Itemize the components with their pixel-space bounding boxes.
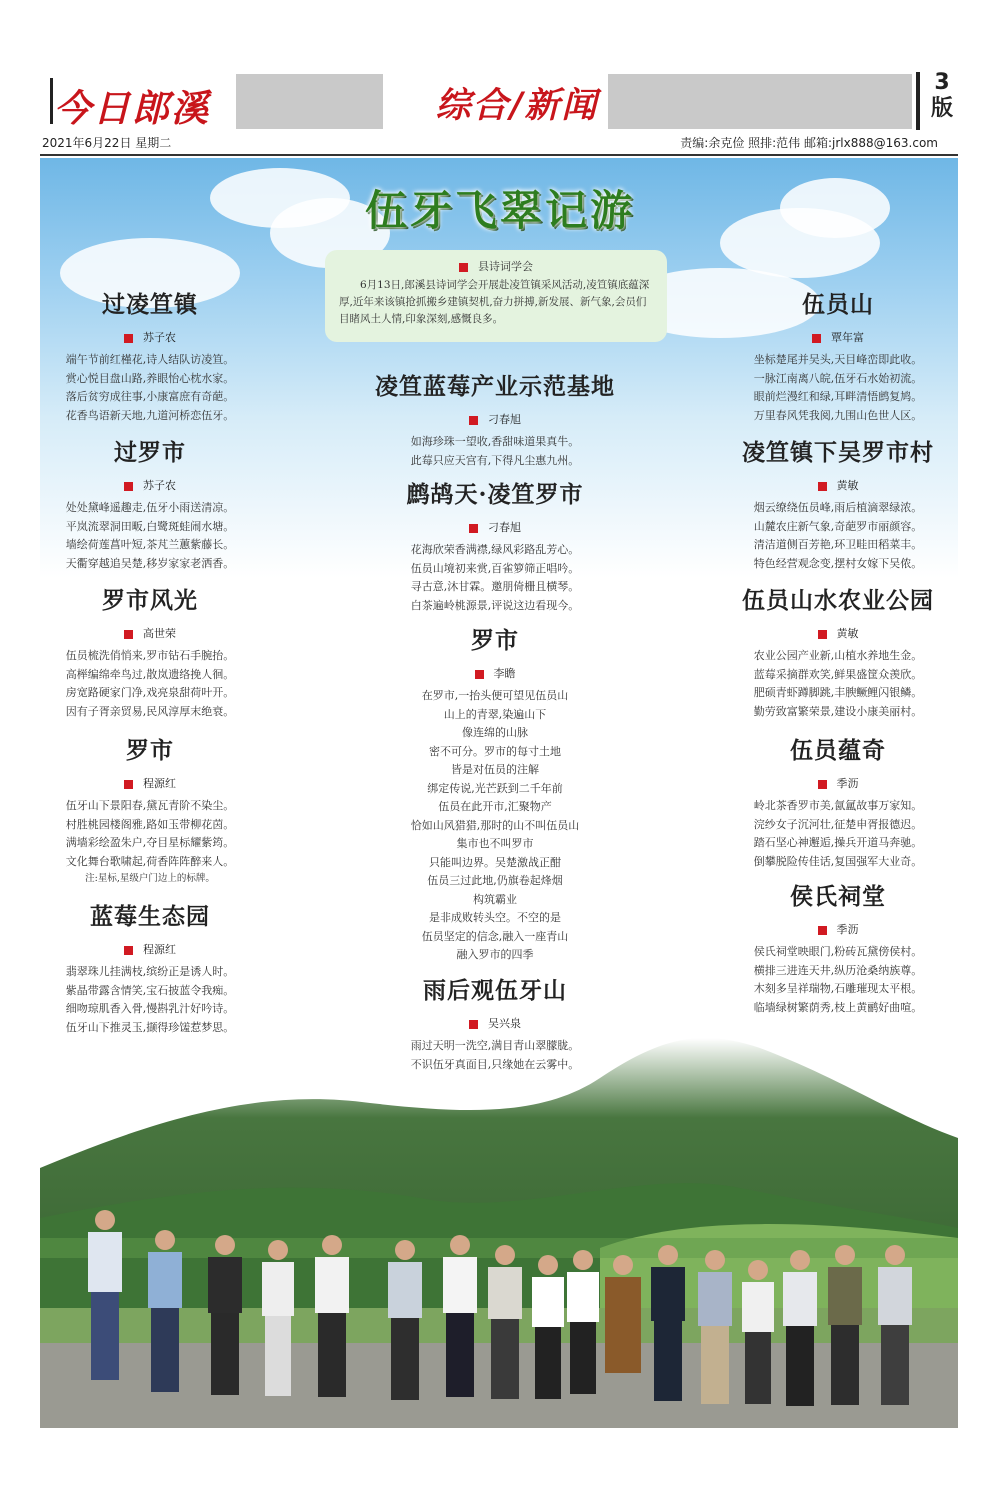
page-number-divider — [916, 72, 920, 130]
poem-author — [40, 775, 260, 791]
poem-line: 蓝莓采摘群欢笑,鲜果盛筐众羡欣。 — [753, 667, 923, 681]
header-gray-block-left — [236, 74, 383, 129]
poem-line: 伍员在此开市,汇聚物产 — [438, 800, 552, 813]
page-number — [922, 70, 962, 122]
poem-title: 过凌笪镇 — [102, 291, 198, 318]
poem — [40, 434, 260, 573]
red-square-icon — [469, 1020, 478, 1029]
red-square-icon — [124, 946, 133, 955]
poem-line: 集市也不叫罗市 — [456, 837, 534, 850]
poem-author-name: 刁春旭 — [488, 413, 521, 426]
poem-author-name: 覃年富 — [831, 331, 864, 344]
red-square-icon — [818, 926, 827, 935]
poem-line: 花香鸟语新天地,九道河桥恋伍牙。 — [65, 408, 235, 422]
poem-line: 不识伍牙真面目,只缘她在云雾中。 — [410, 1057, 580, 1071]
poem-author-name: 刁春旭 — [488, 521, 521, 534]
poem-author-name: 黄敏 — [836, 479, 859, 492]
poem-title: 罗市 — [471, 627, 519, 654]
poem-line: 一脉江南离八皖,伍牙石水始初流。 — [753, 371, 923, 385]
poem-line: 伍员山境初来赏,百雀箩筛正唱吟。 — [410, 561, 580, 575]
poem-line: 平岚流翠洞田畈,白鹭斑蛙闹水塘。 — [65, 519, 235, 533]
poem-author — [728, 477, 948, 493]
poem-author-name: 高世荣 — [143, 627, 176, 640]
poem-line: 浣纱女子沉河壮,征楚申胥报德迟。 — [753, 817, 923, 831]
poem-line: 伍牙山下推灵玉,撷得珍馐惹梦思。 — [65, 1020, 235, 1034]
poem-line: 寻古意,沐甘霖。邀朋倚栅且横琴。 — [410, 580, 580, 593]
poem-line: 万里春风凭我阅,九围山色世人区。 — [753, 408, 923, 422]
poem-line: 处处黛峰遥趣走,伍牙小雨送清凉。 — [65, 501, 235, 514]
red-square-icon — [475, 670, 484, 679]
poem — [40, 582, 260, 721]
poem — [40, 732, 260, 887]
poem-title: 鹧鸪天·凌笪罗市 — [406, 481, 584, 508]
poem-line: 雨过天明一洗空,满目青山翠朦胧。 — [410, 1039, 580, 1052]
poem-author — [40, 941, 260, 957]
poem-author — [330, 519, 660, 535]
poem-author — [330, 665, 660, 681]
poem-line: 恰如山风猎猎,那时的山不叫伍员山 — [410, 818, 580, 832]
poem-author-name: 程源红 — [143, 943, 176, 956]
section-title: 综合/新闻 — [435, 85, 599, 126]
poem-line: 天衢穿越追吴楚,移岁家家老洒香。 — [65, 556, 235, 570]
poem — [728, 878, 948, 1017]
poem-line: 倒攀脱险传佳话,复国强军大业奇。 — [753, 854, 923, 868]
page-number-digit: 3 — [934, 70, 950, 95]
poem — [728, 732, 948, 871]
poem-line: 勤劳致富繁荣景,建设小康美丽村。 — [753, 704, 923, 718]
poem — [330, 972, 660, 1074]
red-square-icon — [818, 630, 827, 639]
poem-author-name: 苏子农 — [143, 479, 176, 492]
poem-line: 特色经营观念变,摆村女嫁下吴侬。 — [753, 556, 923, 570]
poem-line: 肥硕青虾蹲脚跳,丰腴鳜鲤闪银鳞。 — [753, 686, 923, 699]
poem-line: 是非成败转头空。不空的是 — [429, 911, 561, 924]
poem-note: 注:星标,星级户门边上的标牌。 — [85, 873, 215, 884]
poem-title: 凌笪镇下吴罗市村 — [742, 439, 934, 466]
poem-line: 文化舞台歌啸起,荷香阵阵醉来人。 — [65, 854, 235, 868]
poem-line: 皆是对伍员的注解 — [451, 763, 539, 776]
poem-author — [728, 775, 948, 791]
poem-author — [728, 329, 948, 345]
poem — [728, 286, 948, 425]
poem-line: 因有子胥亲贸易,民风淳厚末绝衰。 — [65, 704, 235, 718]
feature-title: 伍牙飞翠记游 — [364, 186, 635, 235]
red-square-icon — [818, 482, 827, 491]
poem-title: 雨后观伍牙山 — [423, 977, 567, 1004]
red-square-icon — [459, 263, 468, 272]
poem-line: 此莓只应天宫有,下得凡尘惠九州。 — [410, 453, 580, 467]
intro-box — [325, 250, 667, 342]
poem-line: 只能叫边界。吴楚激战正酣 — [429, 855, 561, 869]
poem-title: 凌笪蓝莓产业示范基地 — [375, 373, 615, 400]
poem-line: 坐标楚尾并吴头,天目峰峦即此收。 — [753, 353, 923, 366]
editor-credits: 责编:余克俭 照排:范伟 邮箱:jrlx888@163.com — [680, 136, 938, 150]
poem-title: 过罗市 — [114, 439, 186, 466]
poem-author-name: 季沥 — [836, 777, 859, 790]
poem-line: 清洁道侧百芳艳,环卫畦田稻菜丰。 — [753, 538, 923, 551]
poem-author — [330, 1015, 660, 1031]
poem-title: 伍员山水农业公园 — [742, 587, 934, 614]
newspaper-header — [40, 70, 958, 132]
poem-line: 眼前烂漫红和绿,耳畔清悟鹧复鸠。 — [753, 390, 923, 403]
page-number-suffix: 版 — [930, 96, 953, 121]
poem-line: 落后贫穷成往事,小康富庶有奇葩。 — [65, 390, 235, 403]
dateline: 2021年6月22日 星期二 — [42, 136, 172, 150]
red-square-icon — [124, 482, 133, 491]
header-rule — [40, 154, 958, 156]
poem-line: 赏心悦目盘山路,养眼怡心枕水家。 — [65, 371, 235, 385]
poem-author-name: 黄敏 — [836, 627, 859, 640]
poem-line: 伍员坚定的信念,融入一座青山 — [421, 929, 569, 943]
poem — [330, 368, 660, 470]
poem-line: 端午节前红槿花,诗人结队访凌笪。 — [65, 353, 235, 366]
poem-line: 构筑霸业 — [473, 892, 517, 906]
poem-author — [728, 921, 948, 937]
poem-author — [330, 411, 660, 427]
red-square-icon — [124, 780, 133, 789]
poem-author — [40, 477, 260, 493]
poem-author — [40, 329, 260, 345]
poem — [330, 476, 660, 615]
poem-author-name: 程源红 — [143, 777, 176, 790]
poem-title: 伍员蕴奇 — [790, 737, 886, 764]
poem — [40, 286, 260, 425]
poem-line: 横排三进连天井,纵历沧桑纳族尊。 — [753, 963, 923, 977]
poem — [330, 622, 660, 965]
poem-line: 伍员梳洗俏悄来,罗市钻石手腕抬。 — [65, 649, 235, 662]
poem-line: 侯氏祠堂映眼门,粉砖瓦黛傍侯村。 — [753, 945, 923, 958]
poem-author-name: 苏子农 — [143, 331, 176, 344]
poem-line: 伍牙山下景阳春,黛瓦青阶不染尘。 — [65, 799, 235, 812]
poem-line: 高榉编绵牵鸟过,散岚遗络挽人徊。 — [65, 667, 235, 681]
poem-line: 烟云缭绕伍员峰,雨后植滴翠绿浓。 — [753, 501, 923, 514]
poem-line: 翡翠珠儿挂满枝,缤纷正是诱人时。 — [65, 965, 235, 978]
poem-line: 临墙绿树繁荫秀,枝上黄鹂好曲喧。 — [753, 1000, 923, 1014]
poem-line: 在罗市,一抬头便可望见伍员山 — [421, 689, 569, 702]
poem-line: 木刻多呈祥瑞物,石雕璀现太平根。 — [753, 982, 923, 995]
intro-author: 县诗词学会 — [339, 258, 653, 275]
poem-line: 伍员三过此地,仍旗卷起烽烟 — [427, 874, 563, 887]
poem-line: 踏石坚心神邂逅,操兵开道马奔驰。 — [753, 836, 923, 849]
masthead: 今日郎溪 — [54, 86, 210, 130]
poem-line: 满墙彩绘盈朱户,夺目星标耀紫筠。 — [65, 836, 235, 849]
poem — [40, 898, 260, 1037]
intro-text: 6月13日,郎溪县诗词学会开展赴凌笪镇采风活动,凌笪镇底蕴深厚,近年来该镇抢抓搬乡建镇契机,奋力拼搏,新发展、新气象,会员们目睹风土人情,印象深刻,感慨良多。 — [339, 279, 650, 325]
poem-line: 密不可分。罗市的每寸土地 — [429, 744, 561, 758]
poem-title: 侯氏祠堂 — [790, 883, 886, 910]
red-square-icon — [469, 416, 478, 425]
poem — [728, 434, 948, 573]
poem-line: 山上的青翠,染遍山下 — [443, 707, 547, 721]
poem-line: 墙绘荷莲菖叶短,茶芃兰蕙紫藤长。 — [65, 538, 235, 551]
poem-line: 房宽路硬家门净,戏亮泉甜荷叶开。 — [65, 686, 235, 699]
poem-title: 伍员山 — [802, 291, 874, 318]
header-gray-block-right — [608, 74, 912, 129]
poem-line: 农业公园产业新,山植水养地生金。 — [753, 649, 923, 662]
poem-title: 罗市风光 — [102, 587, 198, 614]
poem-author-name: 吴兴泉 — [488, 1017, 521, 1030]
poem-title: 罗市 — [126, 737, 174, 764]
poem-line: 岭北茶香罗市美,氤氲故事万家知。 — [753, 799, 923, 812]
poem-line: 融入罗市的四季 — [456, 948, 534, 961]
red-square-icon — [469, 524, 478, 533]
poem-line: 紫晶带露含情笑,宝石披蓝令我痴。 — [65, 983, 235, 997]
red-square-icon — [124, 630, 133, 639]
poem-line: 山麓农庄新气象,奇葩罗市丽颜容。 — [753, 519, 923, 533]
poem-line: 白茶遍岭桃源景,评说这边看现今。 — [410, 598, 580, 612]
poem-author — [728, 625, 948, 641]
poem-author — [40, 625, 260, 641]
poem-author-name: 李瞻 — [493, 667, 516, 680]
poem-title: 蓝莓生态园 — [90, 903, 210, 930]
poem-line: 像连绵的山脉 — [462, 726, 528, 739]
red-square-icon — [818, 780, 827, 789]
red-square-icon — [124, 334, 133, 343]
poem-line: 细吻琼肌香入骨,慢斟乳汁好吟诗。 — [65, 1002, 235, 1015]
poem-line: 如海珍珠一望收,香甜味道果真牛。 — [410, 435, 580, 448]
red-square-icon — [812, 334, 821, 343]
poem-line: 绑定传说,光芒跃到二千年前 — [427, 781, 563, 795]
poem-line: 村胜桃园楼阁雅,路如玉带柳花茵。 — [65, 817, 235, 831]
poem-author-name: 季沥 — [836, 923, 859, 936]
poem-line: 花海欣荣香满襟,绿风彩路乱芳心。 — [410, 543, 580, 556]
poem — [728, 582, 948, 721]
masthead-divider — [50, 78, 53, 124]
